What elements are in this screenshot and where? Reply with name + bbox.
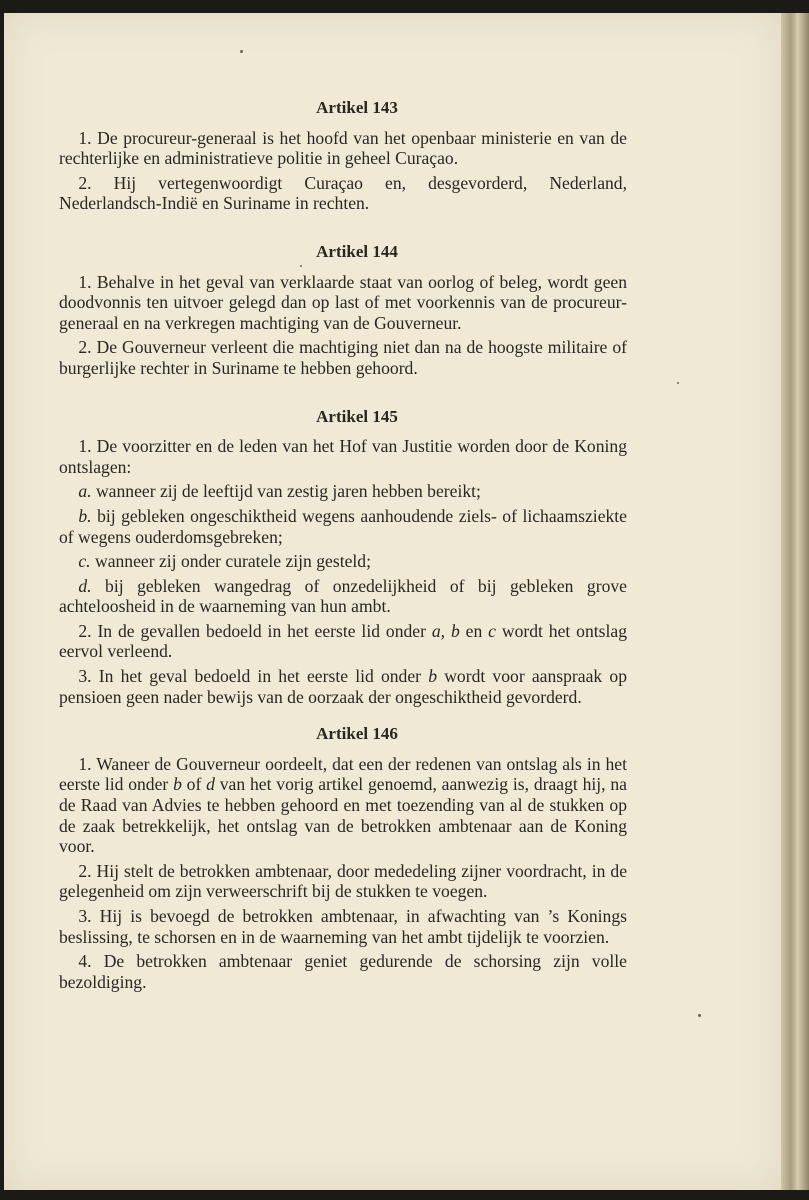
dust-speck [677,382,679,384]
item-marker: b. [78,505,92,526]
text-run: van het vorig artikel genoemd, aanwezig is, draagt hij, na de Raad van Advies te hebben gehoord en met toezending van al de stukken op de zaak betrekkelijk, het ontslag van de betrokken ambtenaar aan de Koning voor. [59,774,627,857]
spacer [59,711,627,724]
article-145 [59,407,627,708]
letter-ref: b [428,666,438,687]
paragraph [59,621,627,662]
item-text: wanneer zij onder curatele zijn gesteld; [94,551,371,572]
list-item [59,576,627,617]
text-run: en [459,620,489,641]
text-run: 1. Waneer de Gouverneur oordeelt, dat een der redenen van ontslag als in het eerste lid onder [59,753,627,795]
spacer [59,383,627,407]
page-edge [781,13,809,1190]
article-146 [59,724,627,992]
dust-speck [240,50,243,53]
list-item [59,506,627,547]
item-marker: a. [78,481,92,502]
article-heading: Artikel 146 [316,724,398,744]
text-run: 3. In het geval bedoeld in het eerste lid onder [78,666,429,687]
paragraph: 2. De Gouverneur verleent die machtiging niet dan na de hoogste militaire of burgerlijke rechter in Suriname te hebben gehoord. [59,337,627,378]
paragraph: 4. De betrokken ambtenaar geniet gedurende de schorsing zijn volle bezoldiging. [59,951,627,992]
text-run: 2. In de gevallen bedoeld in het eerste lid onder [78,620,432,641]
list-item [59,481,627,502]
paragraph: 1. Behalve in het geval van verklaarde staat van oorlog of beleg, wordt geen doodvonnis ten uitvoer gelegd dan op last of met voorkennis van de procureur-generaal en na verkregen machtiging van de Gouverneur. [59,271,627,333]
document-body [59,98,627,996]
list-item [59,551,627,572]
item-marker: c. [78,551,91,572]
letter-ref: b [450,620,460,641]
letter-ref: b [173,774,182,795]
spacer [59,218,627,242]
article-144 [59,242,627,379]
paragraph: 1. De voorzitter en de leden van het Hof van Justitie worden door de Koning ontslagen: [59,436,627,477]
paragraph: 2. Hij vertegenwoordigt Curaçao en, desgevorderd, Nederland, Nederlandsch-Indië en Suriname in rechten. [59,172,627,214]
item-text: bij gebleken ongeschiktheid wegens aanhoudende ziels- of lichaamsziekte of wegens ouderdomsgebreken; [59,505,627,547]
paragraph [59,666,627,707]
paragraph: 2. Hij stelt de betrokken ambtenaar, door mededeling zijner voordracht, in de gelegenheid om zijn verweerschrift bij de stukken te voegen. [59,860,627,902]
dust-speck [698,1014,701,1017]
article-heading: Artikel 144 [316,241,398,261]
letter-ref: c [488,620,496,641]
letter-ref: d [206,774,215,795]
text-run: wordt het ontslag eervol verleend. [59,620,628,662]
article-heading: Artikel 145 [316,406,398,426]
text-run: wordt voor aanspraak op pensioen geen nader bewijs van de oorzaak der ongeschiktheid gevorderd. [59,666,627,707]
text-run: of [181,774,207,795]
paragraph: 3. Hij is bevoegd de betrokken ambtenaar, in afwachting van ’s Konings beslissing, te schorsen en in de waarneming van het ambt tijdelijk te voorzien. [59,906,627,947]
article-heading: Artikel 143 [316,98,398,117]
paragraph: 1. De procureur-generaal is het hoofd van het openbaar ministerie en van de rechterlijke en administratieve politie in geheel Curaçao. [59,127,627,169]
item-marker: d. [78,575,92,596]
letter-ref: a, [431,620,446,641]
article-143 [59,98,627,214]
paragraph [59,754,627,857]
item-text: bij gebleken wangedrag of onzedelijkheid of bij gebleken grove achteloosheid in de waarneming van hun ambt. [59,575,627,617]
item-text: wanneer zij de leeftijd van zestig jaren hebben bereikt; [95,481,481,502]
